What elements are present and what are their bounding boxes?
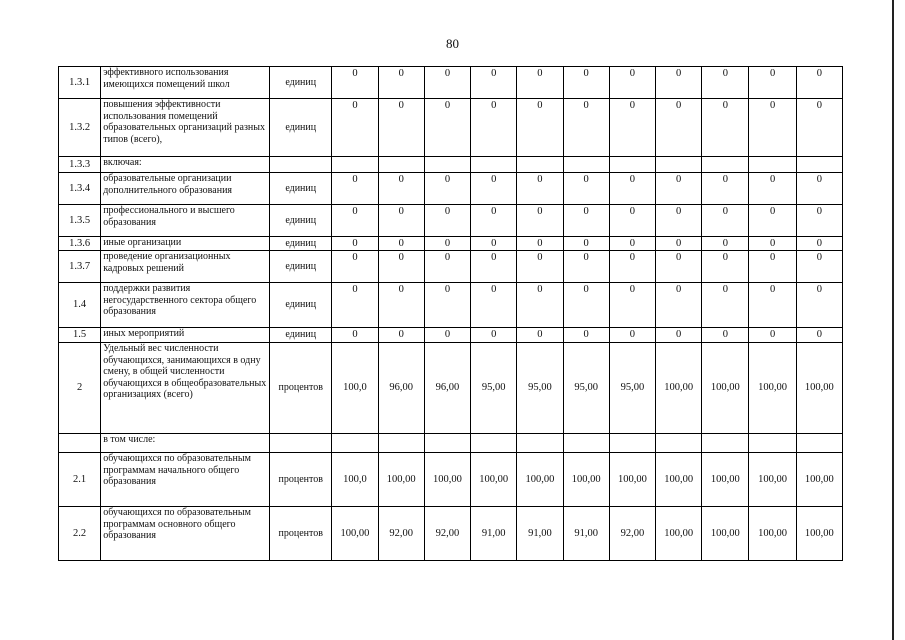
value-cell: 0 [424, 237, 470, 251]
value-cell: 0 [332, 99, 378, 157]
value-cell: 0 [378, 205, 424, 237]
value-cell: 0 [517, 99, 563, 157]
value-cell: 92,00 [609, 507, 655, 561]
row-code: 1.3.1 [59, 67, 101, 99]
row-unit: единиц [270, 67, 332, 99]
value-cell: 0 [749, 205, 796, 237]
page-number: 80 [446, 36, 459, 51]
row-name: в том числе: [101, 434, 270, 453]
value-cell: 0 [563, 99, 609, 157]
value-cell: 0 [702, 237, 749, 251]
table-row [59, 157, 843, 173]
row-code: 1.3.5 [59, 205, 101, 237]
table-row [59, 251, 843, 283]
value-cell: 0 [609, 99, 655, 157]
value-cell: 0 [749, 328, 796, 343]
table-row [59, 205, 843, 237]
value-cell [332, 434, 378, 453]
value-cell: 91,00 [563, 507, 609, 561]
row-name: обучающихся по образовательным программам начального общего образования [101, 453, 270, 507]
value-cell: 0 [609, 67, 655, 99]
value-cell: 0 [517, 283, 563, 328]
value-cell: 0 [656, 173, 702, 205]
value-cell: 0 [702, 99, 749, 157]
value-cell: 0 [656, 251, 702, 283]
row-unit [270, 157, 332, 173]
value-cell: 0 [609, 173, 655, 205]
table-row [59, 283, 843, 328]
value-cell [517, 157, 563, 173]
value-cell: 100,00 [378, 453, 424, 507]
value-cell: 0 [609, 283, 655, 328]
value-cell: 100,00 [796, 343, 842, 434]
value-cell: 0 [517, 205, 563, 237]
value-cell: 0 [424, 283, 470, 328]
value-cell: 0 [563, 237, 609, 251]
row-code [59, 434, 101, 453]
value-cell: 0 [378, 99, 424, 157]
value-cell: 0 [332, 173, 378, 205]
value-cell: 100,00 [424, 453, 470, 507]
value-cell: 0 [332, 328, 378, 343]
value-cell: 0 [424, 67, 470, 99]
row-code: 1.4 [59, 283, 101, 328]
value-cell: 0 [702, 205, 749, 237]
row-name: профессионального и высшего образования [101, 205, 270, 237]
value-cell: 100,00 [796, 507, 842, 561]
row-code: 2.1 [59, 453, 101, 507]
row-name: включая: [101, 157, 270, 173]
value-cell: 0 [796, 237, 842, 251]
value-cell: 0 [796, 251, 842, 283]
value-cell: 0 [424, 205, 470, 237]
value-cell: 0 [702, 173, 749, 205]
table-row [59, 237, 843, 251]
value-cell: 100,0 [332, 453, 378, 507]
value-cell [471, 434, 517, 453]
row-name: иные организации [101, 237, 270, 251]
value-cell: 95,00 [471, 343, 517, 434]
value-cell: 0 [796, 283, 842, 328]
row-name: Удельный вес численности обучающихся, занимающихся в одну смену, в общей численности обучающихся в общеобразовательных организациях (всего) [101, 343, 270, 434]
value-cell: 0 [656, 99, 702, 157]
row-unit: единиц [270, 99, 332, 157]
row-unit: единиц [270, 251, 332, 283]
table-row [59, 328, 843, 343]
table-row [59, 173, 843, 205]
value-cell: 0 [424, 328, 470, 343]
indicators-table [58, 66, 843, 561]
value-cell [796, 157, 842, 173]
value-cell: 0 [332, 283, 378, 328]
value-cell: 0 [656, 237, 702, 251]
value-cell: 0 [378, 173, 424, 205]
value-cell: 0 [517, 173, 563, 205]
table-row [59, 453, 843, 507]
value-cell: 92,00 [424, 507, 470, 561]
value-cell: 0 [517, 237, 563, 251]
row-unit: процентов [270, 453, 332, 507]
value-cell: 0 [749, 251, 796, 283]
value-cell: 0 [563, 251, 609, 283]
row-code: 2.2 [59, 507, 101, 561]
value-cell: 0 [471, 237, 517, 251]
value-cell: 0 [702, 251, 749, 283]
value-cell: 0 [609, 205, 655, 237]
value-cell: 100,00 [656, 507, 702, 561]
value-cell: 0 [424, 99, 470, 157]
row-unit: процентов [270, 507, 332, 561]
value-cell: 0 [656, 205, 702, 237]
value-cell: 100,00 [702, 507, 749, 561]
value-cell [609, 434, 655, 453]
value-cell: 91,00 [471, 507, 517, 561]
value-cell: 0 [378, 237, 424, 251]
value-cell: 100,00 [517, 453, 563, 507]
row-code: 1.3.4 [59, 173, 101, 205]
value-cell: 100,00 [656, 453, 702, 507]
value-cell: 0 [796, 328, 842, 343]
value-cell [424, 157, 470, 173]
value-cell: 0 [424, 173, 470, 205]
value-cell [378, 434, 424, 453]
value-cell: 0 [749, 99, 796, 157]
value-cell: 100,00 [749, 343, 796, 434]
row-code: 1.3.7 [59, 251, 101, 283]
row-name: повышения эффективности использования помещений образовательных организаций разных типов (всего), [101, 99, 270, 157]
row-code: 1.3.3 [59, 157, 101, 173]
row-name: иных мероприятий [101, 328, 270, 343]
page-edge-line [892, 0, 894, 640]
value-cell: 0 [517, 67, 563, 99]
row-code: 2 [59, 343, 101, 434]
value-cell: 0 [332, 205, 378, 237]
row-unit: единиц [270, 205, 332, 237]
value-cell: 100,00 [656, 343, 702, 434]
value-cell [563, 157, 609, 173]
value-cell: 0 [563, 173, 609, 205]
value-cell: 0 [749, 173, 796, 205]
value-cell: 100,00 [609, 453, 655, 507]
value-cell: 0 [471, 99, 517, 157]
value-cell: 0 [378, 67, 424, 99]
value-cell: 0 [471, 173, 517, 205]
value-cell [702, 157, 749, 173]
row-unit: единиц [270, 237, 332, 251]
value-cell: 0 [517, 251, 563, 283]
row-name: поддержки развития негосударственного сектора общего образования [101, 283, 270, 328]
value-cell: 100,00 [332, 507, 378, 561]
value-cell: 0 [563, 67, 609, 99]
value-cell: 100,00 [563, 453, 609, 507]
value-cell [749, 157, 796, 173]
value-cell: 0 [749, 237, 796, 251]
value-cell: 100,00 [749, 453, 796, 507]
value-cell: 0 [332, 237, 378, 251]
value-cell: 95,00 [563, 343, 609, 434]
table-row [59, 507, 843, 561]
value-cell [471, 157, 517, 173]
row-unit: единиц [270, 328, 332, 343]
value-cell [332, 157, 378, 173]
table-row [59, 434, 843, 453]
value-cell [702, 434, 749, 453]
value-cell: 0 [656, 67, 702, 99]
value-cell: 0 [609, 328, 655, 343]
row-name: образовательные организации дополнительного образования [101, 173, 270, 205]
value-cell: 96,00 [424, 343, 470, 434]
value-cell: 0 [332, 251, 378, 283]
value-cell [424, 434, 470, 453]
value-cell: 0 [796, 99, 842, 157]
value-cell: 0 [471, 205, 517, 237]
value-cell: 0 [471, 283, 517, 328]
value-cell: 0 [471, 328, 517, 343]
value-cell: 91,00 [517, 507, 563, 561]
value-cell: 100,00 [702, 343, 749, 434]
table-row [59, 67, 843, 99]
value-cell [656, 434, 702, 453]
row-unit [270, 434, 332, 453]
row-code: 1.5 [59, 328, 101, 343]
value-cell: 0 [749, 283, 796, 328]
row-code: 1.3.2 [59, 99, 101, 157]
row-name: эффективного использования имеющихся помещений школ [101, 67, 270, 99]
value-cell: 0 [563, 205, 609, 237]
value-cell [609, 157, 655, 173]
row-unit: единиц [270, 283, 332, 328]
value-cell: 100,00 [471, 453, 517, 507]
value-cell [749, 434, 796, 453]
value-cell: 95,00 [609, 343, 655, 434]
value-cell: 0 [563, 283, 609, 328]
value-cell: 100,00 [749, 507, 796, 561]
value-cell: 92,00 [378, 507, 424, 561]
value-cell: 0 [609, 237, 655, 251]
value-cell: 0 [471, 67, 517, 99]
row-unit: единиц [270, 173, 332, 205]
value-cell: 0 [656, 328, 702, 343]
value-cell: 0 [332, 67, 378, 99]
value-cell: 0 [656, 283, 702, 328]
row-code: 1.3.6 [59, 237, 101, 251]
row-name: обучающихся по образовательным программам основного общего образования [101, 507, 270, 561]
row-unit: процентов [270, 343, 332, 434]
value-cell: 0 [378, 328, 424, 343]
value-cell: 0 [471, 251, 517, 283]
value-cell [517, 434, 563, 453]
value-cell: 0 [702, 328, 749, 343]
value-cell: 100,0 [332, 343, 378, 434]
value-cell: 0 [796, 173, 842, 205]
value-cell: 95,00 [517, 343, 563, 434]
value-cell: 0 [378, 251, 424, 283]
value-cell [378, 157, 424, 173]
row-name: проведение организационных кадровых решений [101, 251, 270, 283]
value-cell [563, 434, 609, 453]
value-cell [656, 157, 702, 173]
table-row [59, 343, 843, 434]
value-cell: 0 [609, 251, 655, 283]
table-row [59, 99, 843, 157]
value-cell: 0 [796, 205, 842, 237]
value-cell: 0 [702, 283, 749, 328]
value-cell: 0 [378, 283, 424, 328]
value-cell: 100,00 [796, 453, 842, 507]
value-cell: 0 [749, 67, 796, 99]
value-cell: 96,00 [378, 343, 424, 434]
value-cell: 100,00 [702, 453, 749, 507]
value-cell: 0 [796, 67, 842, 99]
value-cell: 0 [424, 251, 470, 283]
value-cell: 0 [563, 328, 609, 343]
value-cell: 0 [517, 328, 563, 343]
value-cell: 0 [702, 67, 749, 99]
value-cell [796, 434, 842, 453]
